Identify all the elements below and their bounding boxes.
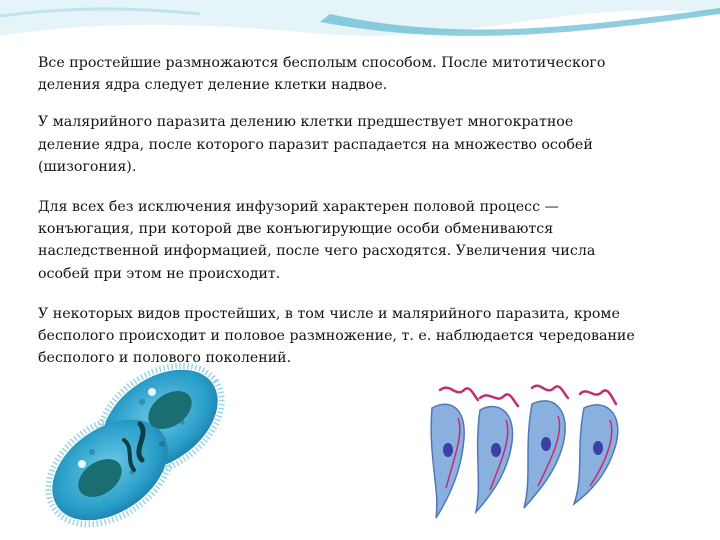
paragraph-conjugation: Для всех без исключения инфузорий характерен половой процесс — конъюгация, при которой две конъюгирующие особи обмениваются наследственной информацией, после чего расходятся. Увеличения числа особей при этом не происходит. (38, 199, 596, 282)
header-wave-decoration (0, 0, 720, 60)
paragraph-asexual-reproduction: Все простейшие размножаются бесполым способом. После митотического деления ядра следует деление клетки надвое. (38, 55, 606, 94)
trypanosomes-icon (420, 378, 640, 526)
paragraph-schizogony: У малярийного паразита делению клетки предшествует многократное деление ядра, после которого паразит распадается на множество особей (шизогония). (38, 114, 593, 175)
ciliate-conjugation-icon (42, 352, 232, 528)
paragraph-generation-alternation: У некоторых видов простейших, в том числе и малярийного паразита, кроме бесполого происходит и половое размножение, т. е. наблюдается чередование бесполого и полового поколений. (38, 305, 635, 367)
slide-text (38, 52, 714, 369)
